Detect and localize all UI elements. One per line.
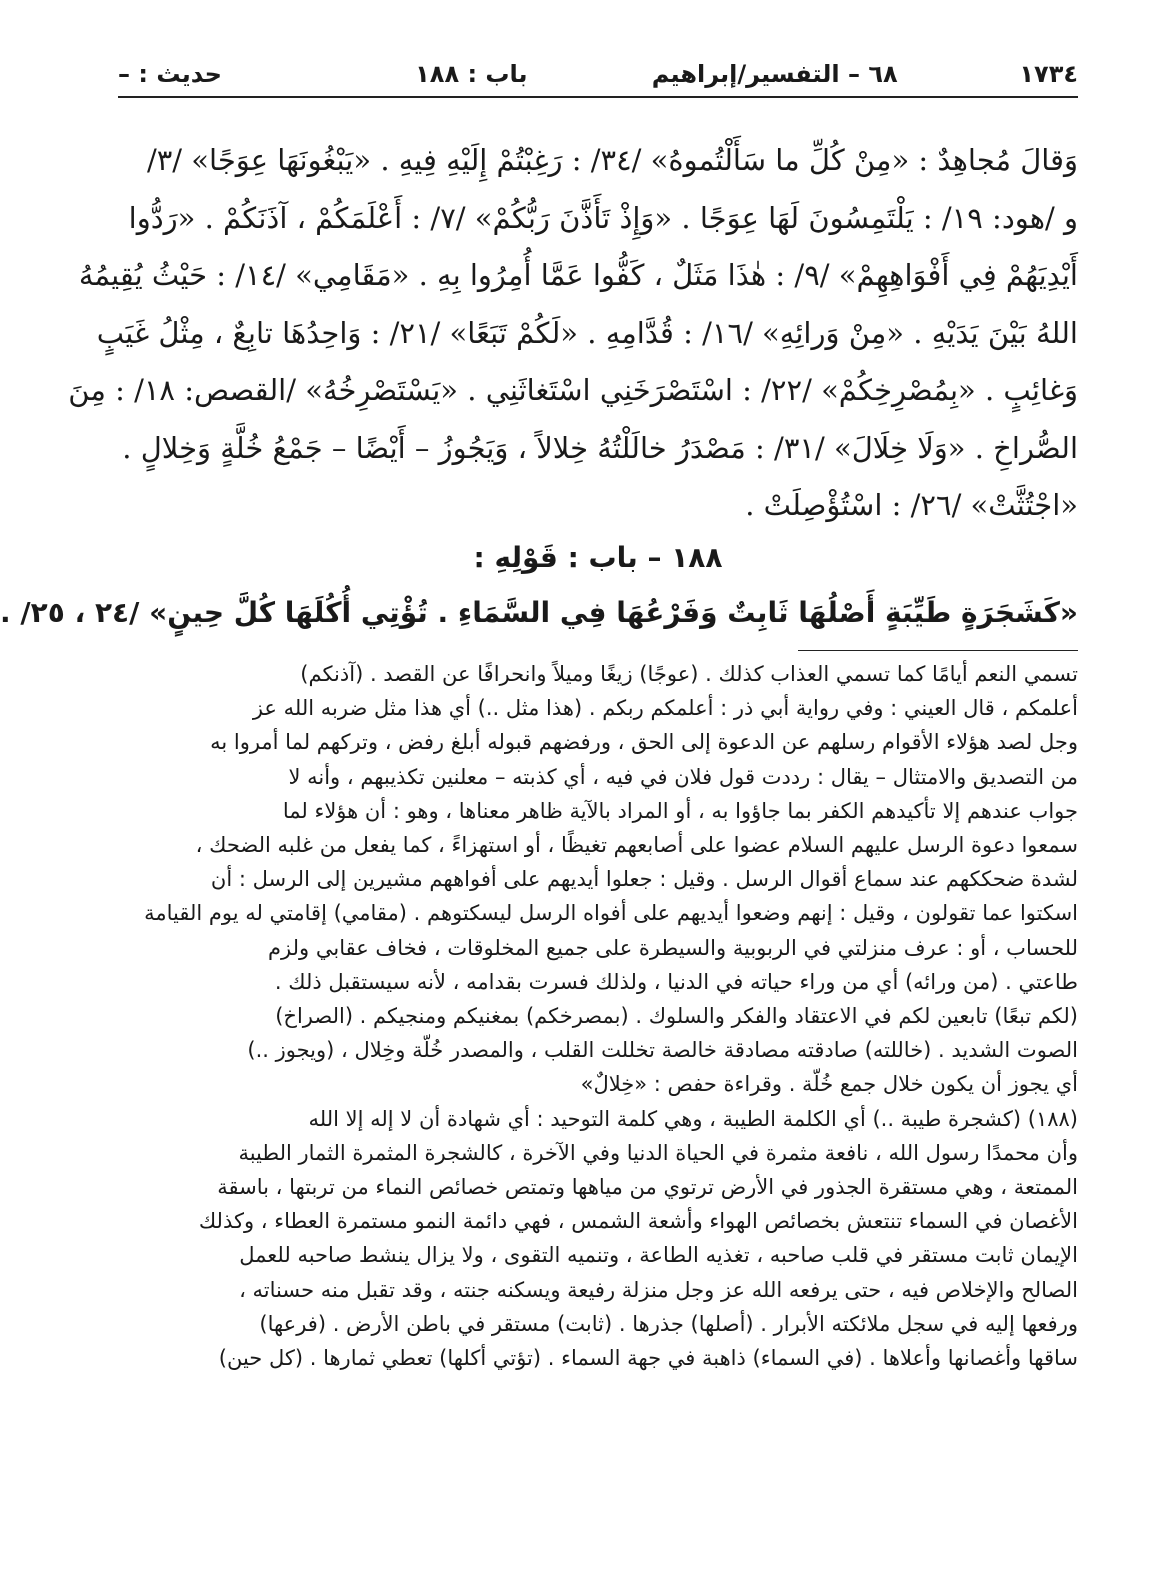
hadith-number: حديث : –: [118, 60, 222, 88]
commentary-line: تسمي النعم أيامًا كما تسمي العذاب كذلك . (عوجًا) زيغًا وميلاً وانحرافًا عن القصد . (آذنكم): [300, 662, 1078, 686]
commentary-line: سمعوا دعوة الرسل عليهم السلام عضوا على أصابعهم تغيظًا ، أو استهزاءً ، كما يفعل من غلبه الضحك ،: [195, 833, 1078, 858]
chapter-verse: «كَشَجَرَةٍ طَيِّبَةٍ أَصْلُهَا ثَابِتٌ وَفَرْعُهَا فِي السَّمَاءِ . تُؤْتِي أُكُلَهَا كُلَّ حِينٍ» /٢٤ ، ٢٥/ .: [0, 596, 1078, 629]
commentary-line: ساقها وأغصانها وأعلاها . (في السماء) ذاهبة في جهة السماء . (تؤتي أكلها) تعطي ثمارها . (كل حين): [218, 1346, 1078, 1371]
commentary-line: طاعتي . (من ورائه) أي من وراء حياته في الدنيا ، ولذلك فسرت بقدامه ، لأنه سيستقبل ذلك .: [274, 969, 1078, 994]
commentary-line: للحساب ، أو : عرف منزلتي في الربوبية والسيطرة على جميع المخلوقات ، فخاف عقابي ولزم: [268, 935, 1078, 960]
commentary-line: الممتعة ، وهي مستقرة الجذور في الأرض ترتوي من مياهها وتمتص خصائص النماء من تربتها ، باسقة: [217, 1175, 1078, 1200]
commentary-line: (١٨٨) (كشجرة طيبة ..) أي الكلمة الطيبة ، وهي كلمة التوحيد : أي شهادة أن لا إله إلا الله: [308, 1106, 1078, 1131]
running-header: [118, 52, 1078, 98]
commentary-line: اسكتوا عما تقولون ، وقيل : إنهم وضعوا أيديهم على أفواه الرسل ليسكتوهم . (مقامي) إقامتي له يوم القيامة: [144, 901, 1078, 926]
commentary-line: لشدة ضحككهم عند سماع أقوال الرسل . وقيل : جعلوا أيديهم على أفواههم مشيرين إلى الرسل : أن: [210, 867, 1078, 892]
commentary-line: أعلمكم ، قال العيني : وفي رواية أبي ذر : أعلمكم ربكم . (هذا مثل ..) أي هذا مثل ضربه الله عز: [252, 696, 1078, 721]
main-text-line: وَقالَ مُجاهِدٌ : «مِنْ كُلِّ ما سَأَلْتُموهُ» /٣٤/ : رَغِبْتُمْ إِلَيْهِ فِيهِ . «يَبْغُونَهَا عِوَجًا» /٣/: [146, 143, 1078, 177]
commentary-line: الصالح والإخلاص فيه ، حتى يرفعه الله عز وجل منزلة رفيعة ويسكنه جنته ، وقد تقبل منه حسناته ،: [239, 1277, 1078, 1302]
page-number: ١٧٣٤: [1019, 60, 1078, 88]
main-text-line: وَغائِبٍ . «بِمُصْرِخِكُمْ» /٢٢/ : اسْتَصْرَخَنِي اسْتَغاثَنِي . «يَسْتَصْرِخُهُ» /القصص: ١٨/ : مِنَ: [68, 373, 1078, 407]
commentary-line: من التصديق والامتثال – يقال : رددت قول فلان في فيه ، أي كذبته – معلنين تكذيبهم ، وأنه لا: [288, 764, 1078, 789]
main-text-line: اللهُ بَيْنَ يَدَيْهِ . «مِنْ وَرائِهِ» /١٦/ : قُدَّامِهِ . «لَكُمْ تَبَعًا» /٢١/ : وَاحِدُهَا تابِعٌ ، مِثْلُ غَيَبٍ: [96, 315, 1078, 350]
main-text-line: «اجْتُثَّتْ» /٢٦/ : اسْتُؤْصِلَتْ .: [745, 488, 1078, 522]
commentary-line: أي يجوز أن يكون خلال جمع خُلّة . وقراءة حفص : «خِلالٌ»: [580, 1072, 1078, 1097]
chapter-number: باب : ١٨٨: [415, 60, 528, 88]
main-text-line: أَيْدِيَهُمْ فِي أَفْوَاهِهِمْ» /٩/ : هٰذَا مَثَلٌ ، كَفُّوا عَمَّا أُمِرُوا بِهِ . «مَقَامِي» /١٤/ : حَيْثُ يُقِيمُهُ: [78, 258, 1078, 292]
commentary-line: جواب عندهم إلا تأكيدهم الكفر بما جاؤوا به ، أو المراد بالآية ظاهر معناها ، وهو : أن هؤلاء لما: [282, 798, 1078, 823]
book-title: ٦٨ – التفسير/إبراهيم: [651, 60, 898, 88]
commentary-line: الأغصان في السماء تنتعش بخصائص الهواء وأشعة الشمس ، فهي دائمة النمو مستمرة العطاء ، وكذلك: [198, 1209, 1078, 1234]
commentary-line: (لكم تبعًا) تابعين لكم في الاعتقاد والفكر والسلوك . (بمصرخكم) بمغنيكم ومنجيكم . (الصراخ): [275, 1004, 1078, 1029]
main-text-line: و /هود: ١٩/ : يَلْتَمِسُونَ لَهَا عِوَجًا . «وَإِذْ تَأَذَّنَ رَبُّكُمْ» /٧/ : أَعْلَمَكُمْ ، آذَنَكُمْ . «رَدُّوا: [128, 200, 1078, 235]
chapter-heading: ١٨٨ – باب : قَوْلِهِ :: [473, 541, 723, 574]
commentary-line: الصوت الشديد . (خاللته) صادقته مصادقة خالصة تخللت القلب ، والمصدر خُلّة وخِلال ، (ويجوز ..): [247, 1038, 1078, 1063]
commentary-line: وجل لصد هؤلاء الأقوام رسلهم عن الدعوة إلى الحق ، ورفضهم قبوله أبلغ رفض ، وتركهم لما أمروا به: [210, 730, 1078, 755]
commentary: [128, 657, 1078, 1375]
commentary-line: ورفعها إليه في سجل ملائكته الأبرار . (أصلها) جذرها . (ثابت) مستقر في باطن الأرض . (فرعها): [259, 1311, 1078, 1336]
main-text: [68, 132, 1078, 535]
commentary-line: وأن محمدًا رسول الله ، نافعة مثمرة في الحياة الدنيا وفي الآخرة ، كالشجرة المثمرة الثمار الطيبة: [238, 1140, 1078, 1165]
footnote-divider: [798, 650, 1078, 651]
commentary-line: الإيمان ثابت مستقر في قلب صاحبه ، تغذيه الطاعة ، وتنميه التقوى ، ولا يزال ينشط صاحبه للعمل: [239, 1243, 1078, 1268]
main-text-line: الصُّراخِ . «وَلَا خِلَالَ» /٣١/ : مَصْدَرُ خالَلْتُهُ خِلالاً ، وَيَجُوزُ – أَيْضًا – جَمْعُ خُلَّةٍ وَخِلالٍ .: [122, 430, 1078, 465]
